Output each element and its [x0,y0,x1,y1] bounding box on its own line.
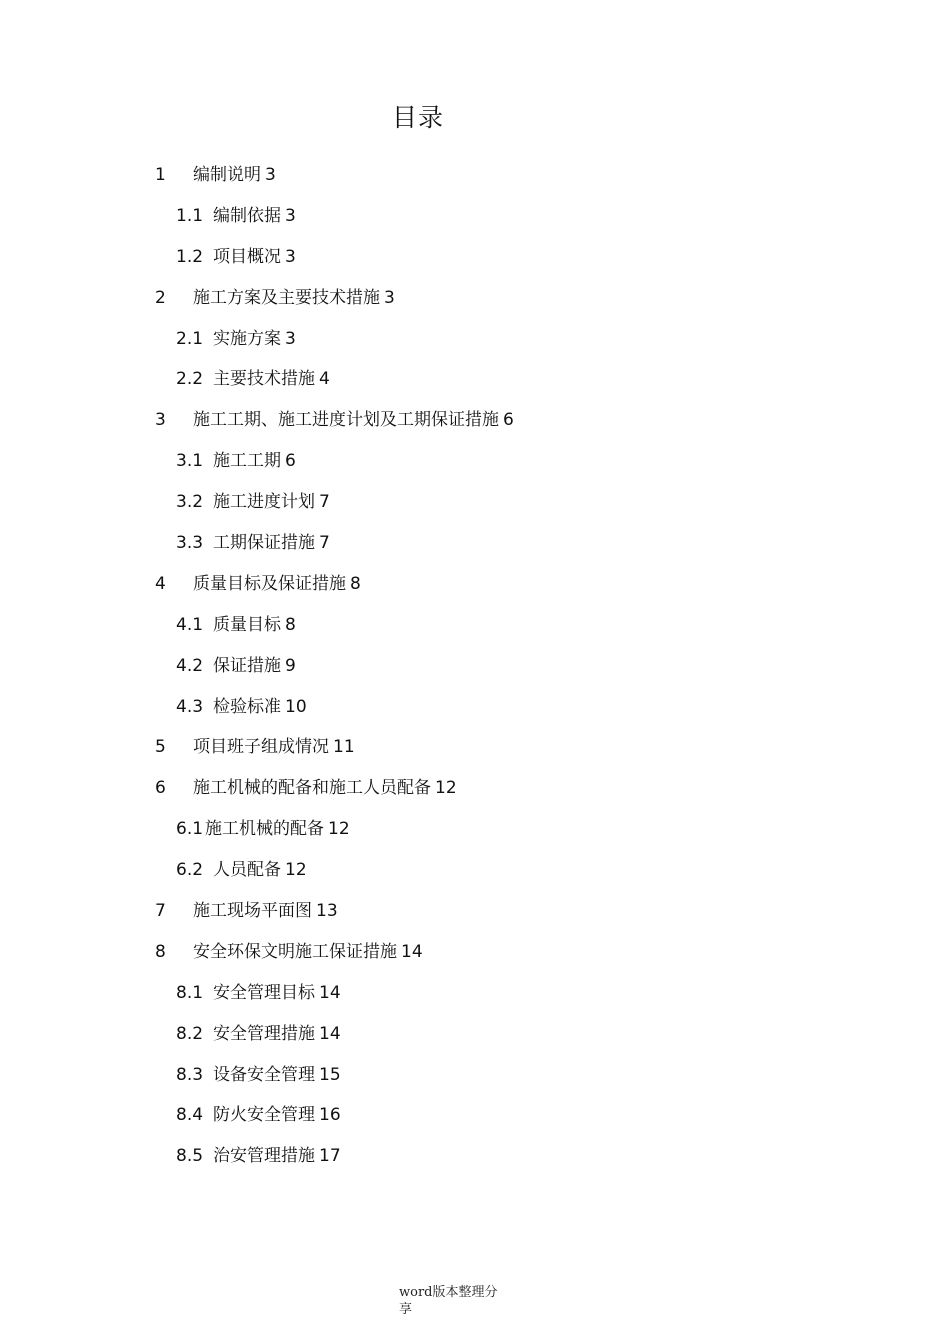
toc-entry-page-number: 6 [285,451,296,472]
toc-entry-number: 4.1 [176,614,204,635]
toc-entry-number: 3.2 [176,492,204,513]
toc-entry[interactable] [0,690,950,731]
toc-entry[interactable] [0,1017,950,1058]
table-of-contents [0,158,950,1180]
toc-entry-number: 8.2 [176,1023,204,1044]
toc-entry-page-number: 3 [285,328,296,349]
toc-entry-label [193,158,276,192]
toc-entry[interactable] [0,730,950,771]
toc-entry[interactable] [0,322,950,363]
toc-entry-number: 3 [155,410,166,431]
toc-entry-number: 5 [155,737,166,758]
toc-entry-text: 施工机械的配备和施工人员配备 [193,778,431,799]
toc-entry-page-number: 14 [401,941,423,962]
footer-note: word版本整理分享 [399,1285,498,1317]
toc-entry[interactable] [0,812,950,853]
toc-entry-label [213,976,341,1010]
toc-entry-page-number: 3 [285,246,296,267]
toc-entry[interactable] [0,894,950,935]
toc-entry-page-number: 13 [316,901,338,922]
toc-entry-label [193,567,361,601]
toc-entry-page-number: 7 [319,533,330,554]
toc-entry-label [213,362,330,396]
toc-entry-text: 施工工期、施工进度计划及工期保证措施 [193,410,499,431]
toc-entry-page-number: 16 [319,1105,341,1126]
toc-entry-text: 项目班子组成情况 [193,737,329,758]
toc-entry-text: 编制依据 [213,205,281,226]
toc-entry-text: 编制说明 [193,165,261,185]
toc-entry-text: 施工工期 [213,451,281,472]
toc-entry-label [213,485,330,519]
toc-entry-number: 2.2 [176,369,204,390]
toc-entry-page-number: 6 [503,410,514,431]
toc-entry[interactable] [0,567,950,608]
toc-entry-label [193,281,395,315]
toc-entry-number: 6.1 [176,819,204,840]
toc-entry[interactable] [0,403,950,444]
toc-entry-number: 6.2 [176,860,204,881]
toc-entry[interactable] [0,199,950,240]
toc-entry-label [213,199,296,233]
toc-entry[interactable] [0,485,950,526]
toc-entry-number: 4.2 [176,655,204,676]
toc-entry-text: 施工方案及主要技术措施 [193,287,380,308]
toc-entry-label [213,690,307,724]
toc-entry-text: 项目概况 [213,246,281,267]
toc-entry[interactable] [0,158,950,199]
toc-entry-number: 8.3 [176,1064,204,1085]
toc-entry-label [213,322,296,356]
toc-entry-text: 保证措施 [213,655,281,676]
toc-entry-number: 3.1 [176,451,204,472]
toc-entry-text: 治安管理措施 [213,1146,315,1167]
toc-entry-number: 1.2 [176,246,204,267]
toc-entry-number: 8.4 [176,1105,204,1126]
toc-entry[interactable] [0,649,950,690]
toc-entry-text: 安全管理措施 [213,1023,315,1044]
toc-entry-text: 检验标准 [213,696,281,717]
toc-entry-page-number: 3 [265,165,276,185]
toc-entry-text: 人员配备 [213,860,281,881]
toc-entry[interactable] [0,935,950,976]
page-title: 目录 [391,103,444,132]
toc-entry-text: 主要技术措施 [213,369,315,390]
toc-entry-page-number: 7 [319,492,330,513]
toc-entry-label [213,649,296,683]
toc-entry-page-number: 8 [285,614,296,635]
toc-entry-text: 安全环保文明施工保证措施 [193,941,397,962]
toc-entry-label [213,608,296,642]
toc-entry-text: 施工现场平面图 [193,901,312,922]
toc-entry-text: 安全管理目标 [213,982,315,1003]
toc-entry[interactable] [0,1058,950,1099]
toc-entry[interactable] [0,976,950,1017]
toc-entry-number: 8 [155,941,166,962]
toc-entry-label [213,240,296,274]
toc-entry-number: 1.1 [176,205,204,226]
toc-entry[interactable] [0,853,950,894]
toc-entry[interactable] [0,608,950,649]
toc-entry-page-number: 12 [285,860,307,881]
toc-entry[interactable] [0,526,950,567]
toc-entry-label [213,1098,341,1132]
toc-entry-page-number: 15 [319,1064,341,1085]
toc-entry-page-number: 12 [435,778,457,799]
toc-entry-text: 工期保证措施 [213,533,315,554]
toc-entry-label [193,730,355,764]
toc-entry-label [213,526,330,560]
toc-entry-number: 2 [155,287,166,308]
toc-entry[interactable] [0,771,950,812]
toc-entry-number: 3.3 [176,533,204,554]
toc-entry-page-number: 14 [319,982,341,1003]
toc-entry-label [213,1017,341,1051]
toc-entry-number: 8.1 [176,982,204,1003]
toc-entry-page-number: 8 [350,573,361,594]
toc-entry-text: 施工机械的配备 [205,819,324,840]
toc-entry-page-number: 3 [285,205,296,226]
toc-entry-number: 8.5 [176,1146,204,1167]
toc-entry-number: 6 [155,778,166,799]
toc-entry-text: 实施方案 [213,328,281,349]
toc-entry-label [213,853,307,887]
toc-entry-page-number: 11 [333,737,355,758]
toc-entry[interactable] [0,1139,950,1180]
toc-entry-number: 2.1 [176,328,204,349]
toc-entry-page-number: 10 [285,696,307,717]
toc-entry-label [213,1058,341,1092]
toc-entry-label [205,812,350,846]
toc-entry-text: 质量目标及保证措施 [193,573,346,594]
toc-entry-text: 设备安全管理 [213,1064,315,1085]
toc-entry[interactable] [0,1098,950,1139]
toc-entry-number: 7 [155,901,166,922]
toc-entry[interactable] [0,362,950,403]
toc-entry-label [193,935,423,969]
toc-entry-text: 防火安全管理 [213,1105,315,1126]
toc-entry-number: 4.3 [176,696,204,717]
toc-entry-text: 质量目标 [213,614,281,635]
toc-entry-page-number: 9 [285,655,296,676]
toc-entry[interactable] [0,444,950,485]
toc-entry-label [193,403,514,437]
toc-entry-label [213,444,296,478]
toc-entry-label [193,894,338,928]
toc-entry-page-number: 4 [319,369,330,390]
toc-entry[interactable] [0,281,950,322]
toc-entry-page-number: 3 [384,287,395,308]
toc-entry-page-number: 12 [328,819,350,840]
toc-entry-number: 4 [155,573,166,594]
toc-entry-label [193,771,457,805]
toc-entry[interactable] [0,240,950,281]
toc-entry-page-number: 17 [319,1146,341,1167]
toc-entry-label [213,1139,341,1173]
toc-entry-number: 1 [155,165,166,185]
toc-entry-page-number: 14 [319,1023,341,1044]
toc-entry-text: 施工进度计划 [213,492,315,513]
